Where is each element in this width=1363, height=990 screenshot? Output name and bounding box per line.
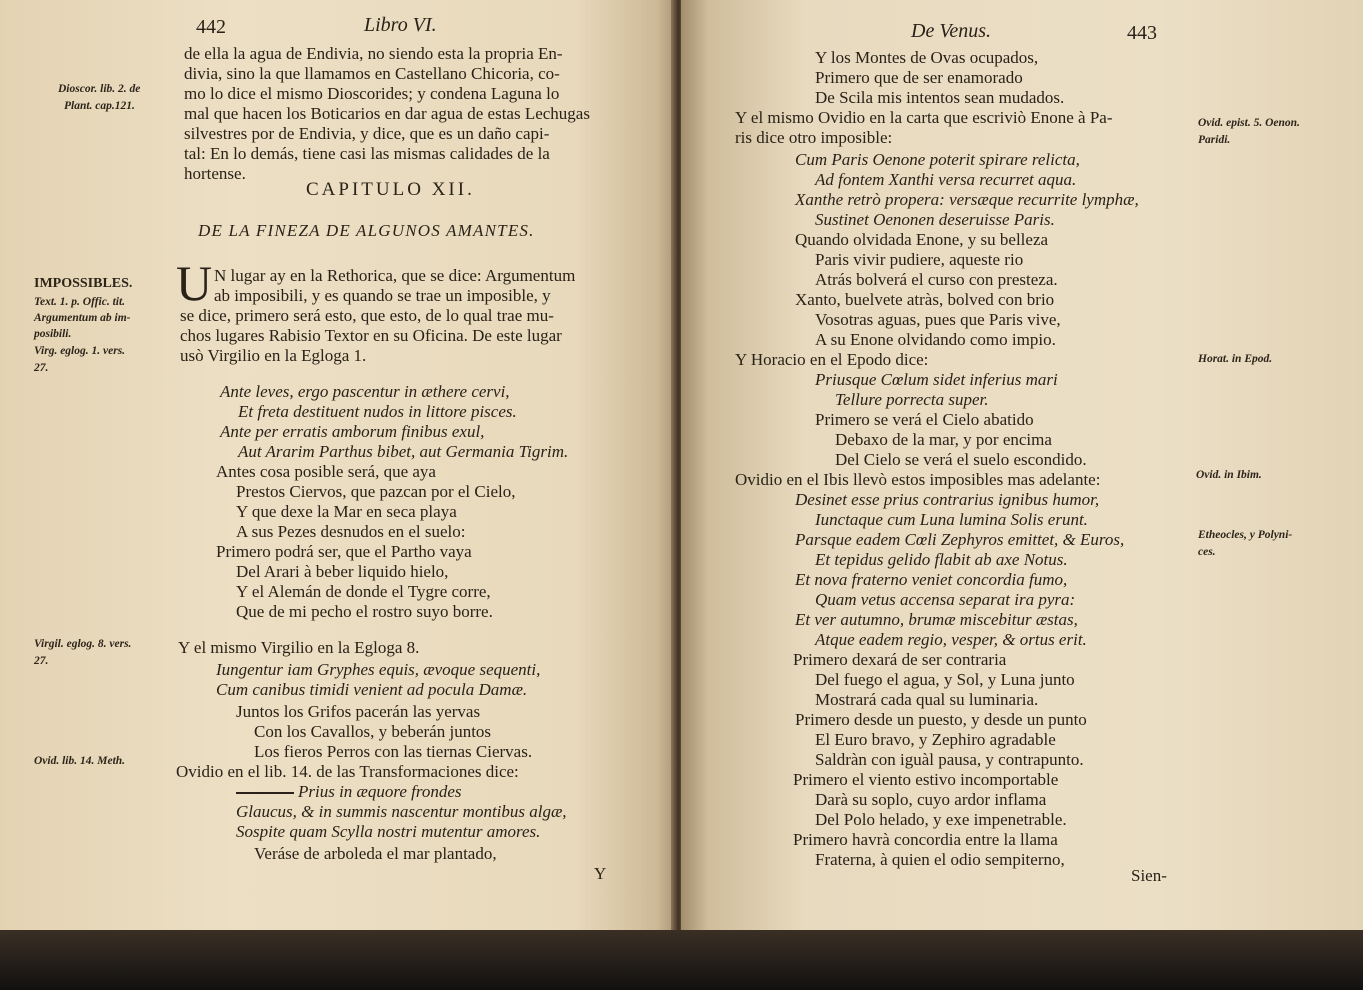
spanish-verse: Veráse de arboleda el mar plantado, xyxy=(254,844,497,863)
latin-verse: Glaucus, & in summis nascentur montibus algæ, xyxy=(236,802,567,821)
margin-note: Paridi. xyxy=(1198,134,1231,146)
latin-verse: Ante leves, ergo pascentur in æthere cervi, xyxy=(220,382,510,401)
catchword: Y xyxy=(594,864,607,883)
spanish-verse: Quando olvidada Enone, y su belleza xyxy=(795,230,1049,249)
spanish-verse: Xanto, buelvete atràs, bolved con brio xyxy=(795,290,1055,309)
margin-note: Dioscor. lib. 2. de xyxy=(58,83,141,95)
text-line: hortense. xyxy=(184,164,246,183)
spanish-verse: A sus Pezes desnudos en el suelo: xyxy=(236,522,466,541)
spanish-verse: Y el Alemán de donde el Tygre corre, xyxy=(236,582,491,601)
margin-note: Horat. in Epod. xyxy=(1198,353,1273,365)
spanish-verse: Del Polo helado, y exe impenetrable. xyxy=(815,810,1067,829)
margin-note: 27. xyxy=(34,362,49,374)
text-line: silvestres por de Endivia, y dice, que es un daño capi- xyxy=(184,124,550,143)
margin-note: Etheocles, y Polyni- xyxy=(1198,529,1293,541)
latin-verse: Iungentur iam Gryphes equis, ævoque sequenti, xyxy=(216,660,541,679)
text-line: mo lo dice el mismo Dioscorides; y condena Laguna lo xyxy=(184,84,560,103)
spanish-verse: Del Arari à beber liquido hielo, xyxy=(236,562,449,581)
text-line: divia, sino la que llamamos en Castellano Chicoria, co- xyxy=(184,64,560,83)
spanish-verse: Primero dexará de ser contraria xyxy=(793,650,1007,669)
latin-verse: Ante per erratis amborum finibus exul, xyxy=(220,422,485,441)
chapter-heading: CAPITULO XII. xyxy=(306,179,475,200)
margin-note: Ovid. in Ibim. xyxy=(1196,469,1262,481)
spanish-verse: De Scila mis intentos sean mudados. xyxy=(815,88,1065,107)
latin-verse: Quam vetus accensa separat ira pyra: xyxy=(815,590,1076,609)
text-line: de ella la agua de Endivia, no siendo esta la propria En- xyxy=(184,44,563,63)
margin-note: ces. xyxy=(1198,546,1216,558)
left-page xyxy=(0,0,677,934)
latin-verse: Prius in æquore frondes xyxy=(236,782,462,801)
right-page xyxy=(681,0,1363,934)
latin-verse: Sustinet Oenonen deseruisse Paris. xyxy=(815,210,1055,229)
drop-cap: U xyxy=(176,255,213,311)
running-head: Libro VI. xyxy=(364,14,437,36)
margin-note: IMPOSSIBLES. xyxy=(34,276,133,291)
latin-verse: Et tepidus gelido flabit ab axe Notus. xyxy=(815,550,1068,569)
text-line: Y el mismo Virgilio en la Egloga 8. xyxy=(178,638,420,657)
text-line: se dice, primero será esto, que esto, de lo qual trae mu- xyxy=(180,306,554,325)
page-number: 443 xyxy=(1127,22,1157,44)
spanish-verse: Con los Cavallos, y beberán juntos xyxy=(254,722,492,741)
spanish-verse: Atrás bolverá el curso con presteza. xyxy=(815,270,1058,289)
latin-verse: Tellure porrecta super. xyxy=(835,390,989,409)
spanish-verse: Primero que de ser enamorado xyxy=(815,68,1023,87)
margin-note: posibili. xyxy=(34,328,72,340)
spanish-verse: Darà su soplo, cuyo ardor inflama xyxy=(815,790,1047,809)
text-line: ris dice otro imposible: xyxy=(735,128,893,147)
spanish-verse: Prestos Ciervos, que pazcan por el Cielo, xyxy=(236,482,516,501)
latin-verse: Xanthe retrò propera: versæque recurrite lymphæ, xyxy=(795,190,1139,209)
spanish-verse: Fraterna, à quien el odio sempiterno, xyxy=(815,850,1065,869)
latin-verse: Sospite quam Scylla nostri mutentur amores. xyxy=(236,822,541,841)
latin-verse: Cum Paris Oenone poterit spirare relicta, xyxy=(795,150,1080,169)
spanish-verse: Primero desde un puesto, y desde un punto xyxy=(795,710,1087,729)
latin-verse: Atque eadem regio, vesper, & ortus erit. xyxy=(815,630,1087,649)
margin-note: Argumentum ab im- xyxy=(34,312,131,324)
latin-verse: Priusque Cœlum sidet inferius mari xyxy=(815,370,1058,389)
text-line: tal: En lo demás, tiene casi las mismas calidades de la xyxy=(184,144,550,163)
spanish-verse: Paris vivir pudiere, aqueste rio xyxy=(815,250,1024,269)
latin-verse: Parsque eadem Cœli Zephyros emittet, & Euros, xyxy=(795,530,1125,549)
page-number: 442 xyxy=(196,16,226,38)
text-line: Ovidio en el Ibis llevò estos imposibles mas adelante: xyxy=(735,470,1101,489)
margin-note: Text. 1. p. Offic. tit. xyxy=(34,296,126,308)
text-line: N lugar ay en la Rethorica, que se dice: Argumentum xyxy=(214,266,576,285)
chapter-title: DE LA FINEZA DE ALGUNOS AMANTES. xyxy=(198,221,535,240)
latin-verse: Iunctaque cum Luna lumina Solis erunt. xyxy=(815,510,1088,529)
text-line: Y el mismo Ovidio en la carta que escriviò Enone à Pa- xyxy=(735,108,1113,127)
text-line: chos lugares Rabisio Textor en su Oficina. De este lugar xyxy=(180,326,562,345)
text-line: Ovidio en el lib. 14. de las Transformaciones dice: xyxy=(176,762,519,781)
margin-note: Ovid. lib. 14. Meth. xyxy=(34,755,126,767)
table-surface xyxy=(0,930,1363,990)
spanish-verse: Del fuego el agua, y Sol, y Luna junto xyxy=(815,670,1075,689)
text-line: ab imposibili, y es quando se trae un imposible, y xyxy=(214,286,551,305)
latin-verse: Cum canibus timidi venient ad pocula Damæ. xyxy=(216,680,528,699)
spanish-verse: Que de mi pecho el rostro suyo borre. xyxy=(236,602,493,621)
spanish-verse: A su Enone olvidando como impio. xyxy=(815,330,1056,349)
running-head: De Venus. xyxy=(911,20,991,42)
spanish-verse: Vosotras aguas, pues que Paris vive, xyxy=(815,310,1061,329)
spanish-verse: Primero havrà concordia entre la llama xyxy=(793,830,1058,849)
spanish-verse: Los fieros Perros con las tiernas Ciervas. xyxy=(254,742,533,761)
margin-note: Virg. eglog. 1. vers. xyxy=(34,345,126,357)
spanish-verse: El Euro bravo, y Zephiro agradable xyxy=(815,730,1056,749)
latin-verse: Et freta destituent nudos in littore pisces. xyxy=(238,402,517,421)
spanish-verse: Juntos los Grifos pacerán las yervas xyxy=(236,702,481,721)
spanish-verse: Y que dexe la Mar en seca playa xyxy=(236,502,457,521)
catchword: Sien- xyxy=(1131,866,1167,885)
spanish-verse: Primero podrá ser, que el Partho vaya xyxy=(216,542,472,561)
spanish-verse: Saldràn con iguàl pausa, y contrapunto. xyxy=(815,750,1084,769)
text-line: usò Virgilio en la Egloga 1. xyxy=(180,346,367,365)
spanish-verse: Primero el viento estivo incomportable xyxy=(793,770,1059,789)
latin-verse: Ad fontem Xanthi versa recurret aqua. xyxy=(815,170,1077,189)
spanish-verse: Debaxo de la mar, y por encima xyxy=(835,430,1052,449)
latin-verse: Et ver autumno, brumæ miscebitur æstas, xyxy=(795,610,1078,629)
spanish-verse: Y los Montes de Ovas ocupados, xyxy=(815,48,1039,67)
latin-verse: Desinet esse prius contrarius ignibus humor, xyxy=(795,490,1100,509)
dash-rule xyxy=(236,792,294,794)
latin-verse: Aut Ararim Parthus bibet, aut Germania Tigrim. xyxy=(238,442,569,461)
margin-note: Virgil. eglog. 8. vers. xyxy=(34,638,132,650)
spanish-verse: Mostrará cada qual su luminaria. xyxy=(815,690,1039,709)
text-line: mal que hacen los Boticarios en dar agua de estas Lechugas xyxy=(184,104,590,123)
margin-note: Ovid. epist. 5. Oenon. xyxy=(1198,117,1300,129)
latin-verse: Et nova fraterno veniet concordia fumo, xyxy=(795,570,1068,589)
margin-note: Plant. cap.121. xyxy=(64,100,135,112)
spanish-verse: Antes cosa posible será, que aya xyxy=(216,462,436,481)
text-line: Y Horacio en el Epodo dice: xyxy=(735,350,929,369)
spanish-verse: Del Cielo se verá el suelo escondido. xyxy=(835,450,1087,469)
margin-note: 27. xyxy=(34,655,49,667)
spanish-verse: Primero se verá el Cielo abatido xyxy=(815,410,1034,429)
